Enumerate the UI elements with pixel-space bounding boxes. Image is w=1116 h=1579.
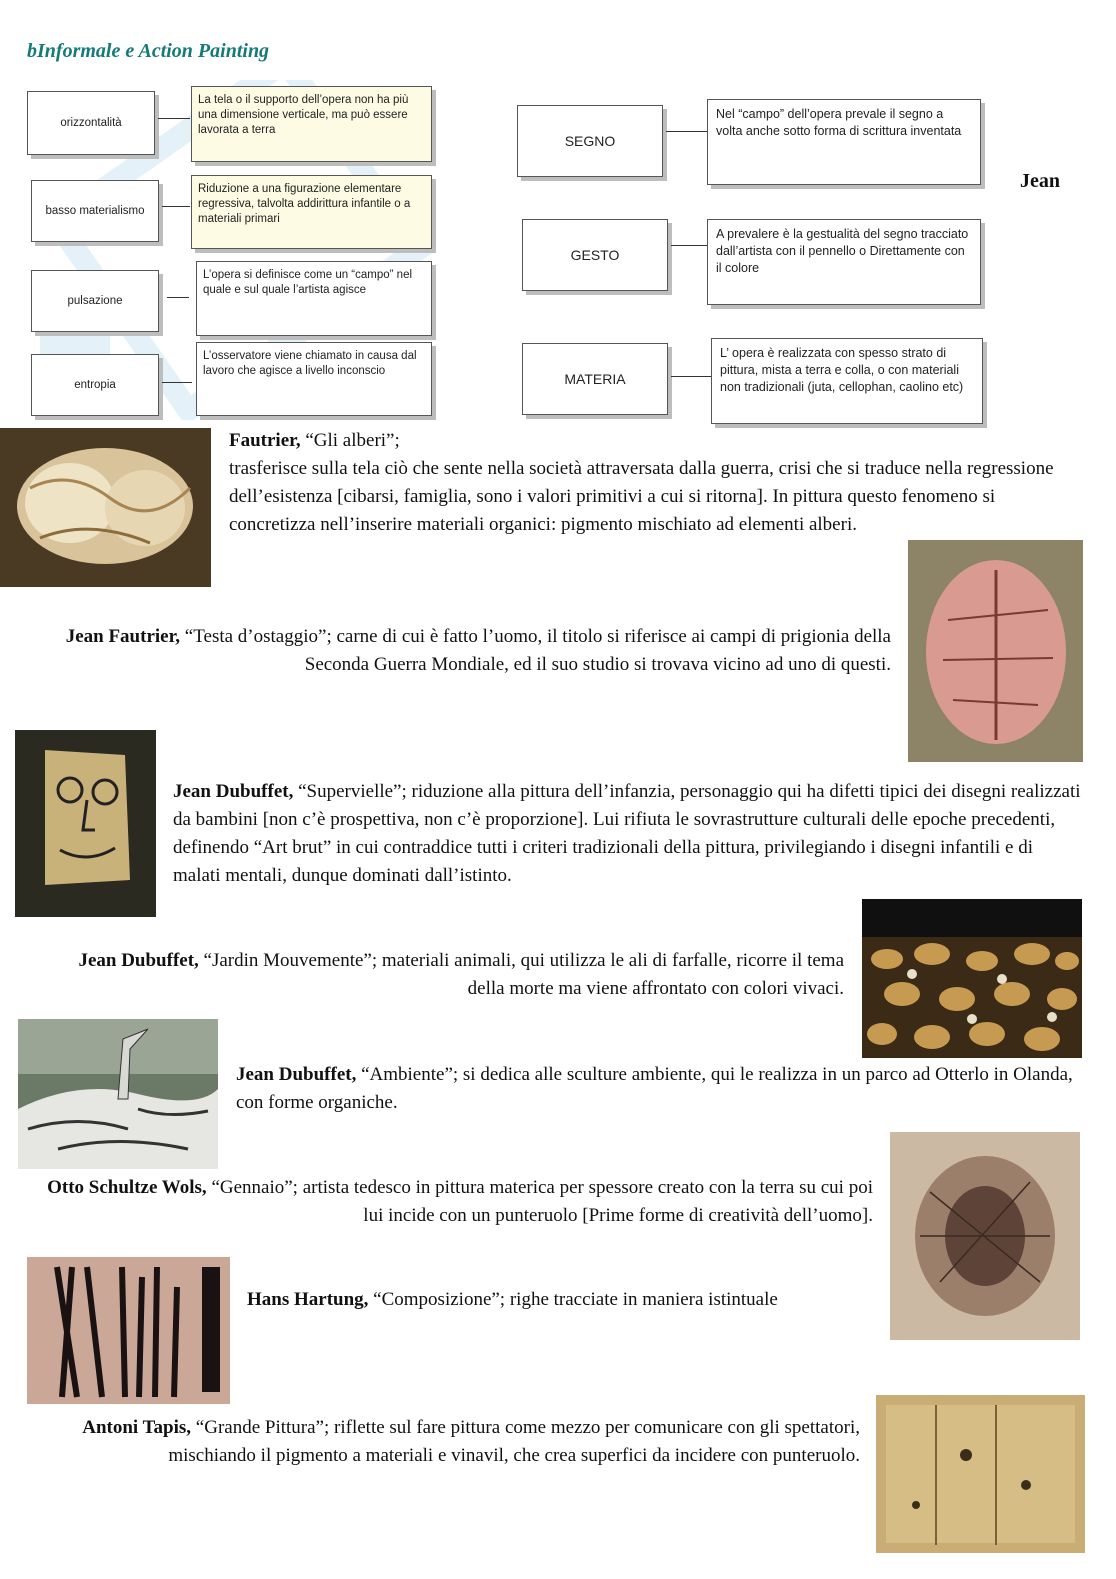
entry-dubuffet-ambiente xyxy=(236,1061,1086,1117)
concept-box: entropia xyxy=(31,354,159,416)
connector xyxy=(671,376,711,377)
concept-box: GESTO xyxy=(522,219,668,291)
artist-name: Antoni Tapis, xyxy=(82,1417,192,1438)
entry-hartung xyxy=(247,1286,887,1314)
concept-desc: L’opera si definisce come un “campo” nel quale e sul quale l’artista agisce xyxy=(196,261,432,336)
entry-text: “Ambiente”; si dedica alle sculture ambiente, qui le realizza in un parco ad Otterlo in Olanda, con forme organiche. xyxy=(236,1064,1073,1113)
connector xyxy=(158,118,190,119)
connector xyxy=(671,245,707,246)
connector xyxy=(666,131,707,132)
entry-fautrier-testa xyxy=(40,623,891,679)
artist-name: Jean Dubuffet, xyxy=(173,781,294,802)
artist-name: Hans Hartung, xyxy=(247,1289,369,1310)
tapies-grande-pittura-painting xyxy=(876,1395,1085,1553)
concept-desc: L’osservatore viene chiamato in causa dal lavoro che agisce a livello inconscio xyxy=(196,342,432,416)
concept-desc: Riduzione a una figurazione elementare regressiva, talvolta addirittura infantile o a materiali primari xyxy=(191,175,432,249)
concept-desc: La tela o il supporto dell’opera non ha più una dimensione verticale, ma può essere lavorata a terra xyxy=(191,86,432,162)
wols-gennaio-painting xyxy=(890,1132,1080,1340)
concept-box: MATERIA xyxy=(522,343,668,415)
entry-dubuffet-jardin xyxy=(40,947,844,1003)
connector xyxy=(162,382,192,383)
entry-text: “Gli alberi”; xyxy=(300,430,400,451)
concept-desc: Nel “campo” dell’opera prevale il segno a volta anche sotto forma di scrittura inventata xyxy=(707,99,981,185)
entry-dubuffet-supervielle xyxy=(173,778,1085,890)
entry-tapies xyxy=(30,1414,860,1470)
entry-text: “Supervielle”; riduzione alla pittura dell’infanzia, personaggio qui ha difetti tipici dei disegni realizzati da bambini [non c’è prospettiva, non c’è proporzione]. Lui rifiuta le sovrastrutture culturali delle epoche precedenti, definendo “Art brut” in cui contraddice tutti i criteri tradizionali della pittura, privilegiando i disegni infantili e di malati mentali, dunque dominati dall’istinto. xyxy=(173,781,1081,886)
entry-text: “Composizione”; righe tracciate in maniera istintuale xyxy=(368,1289,778,1310)
concept-desc: L’ opera è realizzata con spesso strato di pittura, mista a terra e colla, o con materiali non tradizionali (juta, cellophan, caolino etc) xyxy=(711,338,983,424)
entry-text: “Jardin Mouvemente”; materiali animali, qui utilizza le ali di farfalle, ricorre il tema della morte ma viene affrontato con colori vivaci. xyxy=(198,950,844,999)
page-title: bInformale e Action Painting xyxy=(27,40,270,62)
entry-wols-gennaio xyxy=(30,1174,873,1230)
entry-text: “Gennaio”; artista tedesco in pittura materica per spessore creato con la terra su cui poi lui incide con un punteruolo [Prime forme di creatività dell’uomo]. xyxy=(206,1177,873,1226)
concept-box: pulsazione xyxy=(31,270,159,332)
dubuffet-supervielle-painting xyxy=(15,730,156,917)
fautrier-testa-ostaggio-painting xyxy=(908,540,1083,762)
concept-box: basso materialismo xyxy=(31,180,159,242)
dubuffet-jardin-painting xyxy=(862,899,1082,1058)
concept-box: orizzontalità xyxy=(27,91,155,155)
entry-text: “Testa d’ostaggio”; carne di cui è fatto l’uomo, il titolo si riferisce ai campi di prigionia della Seconda Guerra Mondiale, ed il suo studio si trovava vicino ad uno di questi. xyxy=(180,626,891,675)
artist-name: Otto Schultze Wols, xyxy=(47,1177,207,1198)
concept-box: SEGNO xyxy=(517,105,663,177)
artist-name: Jean Dubuffet, xyxy=(236,1064,357,1085)
concept-desc: A prevalere è la gestualità del segno tracciato dall’artista con il pennello o Direttamente con il colore xyxy=(707,219,981,305)
side-word: Jean xyxy=(1020,170,1060,192)
entry-fautrier-alberi xyxy=(229,427,1074,539)
connector xyxy=(162,206,190,207)
entry-text: “Grande Pittura”; riflette sul fare pittura come mezzo per comunicare con gli spettatori, mischiando il pigmento a materiali e vinavil, che crea superfici da incidere con punteruolo. xyxy=(168,1417,860,1466)
fautrier-gli-alberi-painting xyxy=(0,428,211,587)
artist-name: Jean Fautrier, xyxy=(65,626,181,647)
hartung-composizione-painting xyxy=(27,1257,230,1404)
entry-text: trasferisce sulla tela ciò che sente nella società attraversata dalla guerra, crisi che si traduce nella regressione dell’esistenza [cibarsi, famiglia, sono i valori primitivi a cui si ritorna]. In pittura questo fenomeno si concretizza nell’inserire materiali organici: pigmento mischiato ad elementi alberi. xyxy=(229,458,1054,535)
artist-name: Fautrier, xyxy=(229,430,301,451)
dubuffet-ambiente-photo xyxy=(18,1019,218,1169)
artist-name: Jean Dubuffet, xyxy=(78,950,199,971)
connector xyxy=(167,297,189,298)
